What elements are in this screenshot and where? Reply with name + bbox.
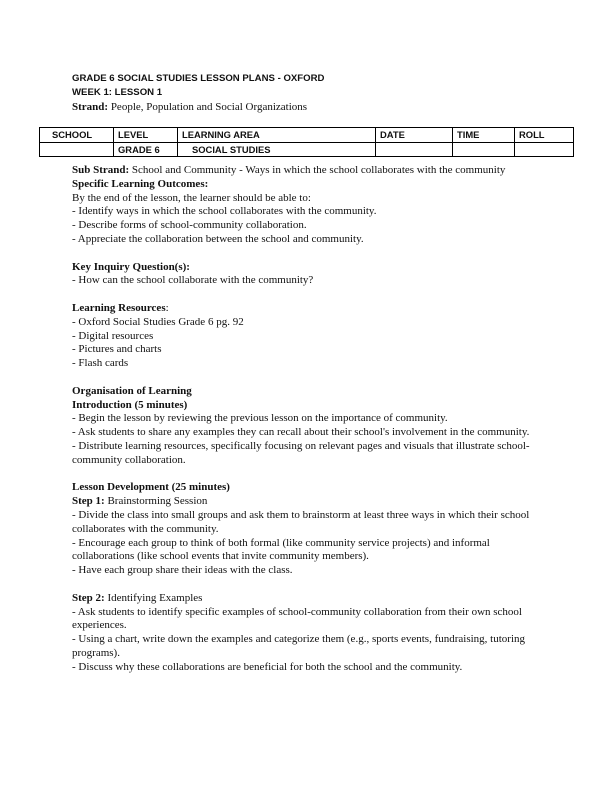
list-item: - Ask students to identify specific examples of school-community collaboration from their own school experiences. (72, 605, 522, 632)
list-item: - Using a chart, write down the examples and categorize them (e.g., sports events, fundraising, tutoring programs). (72, 633, 526, 659)
lesson-body: Sub Strand: School and Community - Ways in which the school collaborates with the community Specific Learning Outcomes: By the end of the lesson, the learner should be able to: - Identify ways in which the school collaborates with the community. - Describe forms of school-community collaboration. - Appreciate the collaboration between the school and community. Key Inquiry Question(s): - How can the school collaborate with the community? Learning Resources: - Oxford Social Studies Grade 6 pg. 92 - Digital resources - Pictures and charts - Flash cards Organisation of Learning Introduction (5 minutes) - Begin the lesson by reviewing the previous lesson on the importance of community. - Ask students to share any examples they can recall about their school's involvement in the community. - Distribute learning resources, specifically focusing on relevant pages and visuals that illustrate school-community collaboration. Lesson Development (25 minutes) Step 1: Brainstorming Session - Divide the class into small groups and ask them to brainstorm at least three ways in which their school collaborates with the community. - Encourage each group to think of both formal (like community service projects) and informal collaborations (like school events that invite community members). - Have each group share their ideas with the class. Step 2: Identifying Examples - Ask students to identify specific examples of school-community collaboration from their own school experiences. - Using a chart, write down the examples and categorize them (e.g., sports events, fundraising, tutoring programs). - Discuss why these collaborations are beneficial for both the school and the community. (72, 164, 550, 674)
list-item: - Oxford Social Studies Grade 6 pg. 92 (72, 315, 244, 328)
list-item: - Ask students to share any examples they can recall about their school's involvement in the community. (72, 426, 530, 439)
table-header-row (40, 128, 574, 143)
list-item: - Describe forms of school-community collaboration. (72, 219, 307, 232)
strand-value: People, Population and Social Organizations (108, 101, 308, 113)
lesson-info-table (39, 127, 574, 157)
development-heading: Lesson Development (25 minutes) (72, 481, 230, 494)
organisation-heading: Organisation of Learning (72, 384, 192, 397)
step-1-heading: Step 1: Brainstorming Session (72, 495, 208, 508)
cell-school (40, 142, 114, 157)
outcomes-heading: Specific Learning Outcomes: (72, 177, 209, 190)
sub-strand-value: School and Community - Ways in which the school collaborates with the community (129, 164, 506, 176)
col-roll: ROLL (515, 128, 574, 143)
col-time: TIME (453, 128, 515, 143)
list-item: - Discuss why these collaborations are beneficial for both the school and the community. (72, 660, 463, 673)
sub-strand-label: Sub Strand: (72, 164, 130, 176)
document-title: GRADE 6 SOCIAL STUDIES LESSON PLANS - OXFORD (72, 73, 325, 84)
list-item: - Distribute learning resources, specifically focusing on relevant pages and visuals that illustrate school-community collaboration. (72, 439, 530, 466)
list-item: - Pictures and charts (72, 343, 162, 356)
list-item: - How can the school collaborate with the community? (72, 274, 314, 287)
list-item: - Appreciate the collaboration between the school and community. (72, 232, 364, 245)
col-level: LEVEL (114, 128, 178, 143)
cell-roll (515, 142, 574, 157)
table-row (40, 142, 574, 157)
introduction-heading: Introduction (5 minutes) (72, 398, 188, 411)
strand-label: Strand: (72, 101, 109, 113)
week-label: WEEK 1: LESSON 1 (72, 87, 163, 98)
cell-learning-area: SOCIAL STUDIES (178, 142, 376, 157)
list-item: - Begin the lesson by reviewing the previous lesson on the importance of community. (72, 412, 448, 425)
col-date: DATE (376, 128, 453, 143)
cell-level: GRADE 6 (114, 142, 178, 157)
step-2-heading: Step 2: Identifying Examples (72, 591, 203, 604)
strand-line (72, 101, 307, 114)
list-item: - Flash cards (72, 357, 129, 370)
outcomes-intro: By the end of the lesson, the learner should be able to: (72, 191, 311, 204)
list-item: - Divide the class into small groups and ask them to brainstorm at least three ways in which their school collaborates with the community. (72, 508, 530, 535)
col-school: SCHOOL (40, 128, 114, 143)
list-item: - Digital resources (72, 329, 154, 342)
list-item: - Identify ways in which the school collaborates with the community. (72, 205, 377, 218)
cell-date (376, 142, 453, 157)
sub-strand (72, 164, 550, 178)
cell-time (453, 142, 515, 157)
inquiry-heading: Key Inquiry Question(s): (72, 260, 190, 273)
col-learning-area: LEARNING AREA (178, 128, 376, 143)
list-item: - Encourage each group to think of both formal (like community service projects) and informal collaborations (like school events that invite community members). (72, 536, 490, 563)
list-item: - Have each group share their ideas with the class. (72, 564, 293, 577)
resources-heading: Learning Resources (72, 301, 166, 314)
